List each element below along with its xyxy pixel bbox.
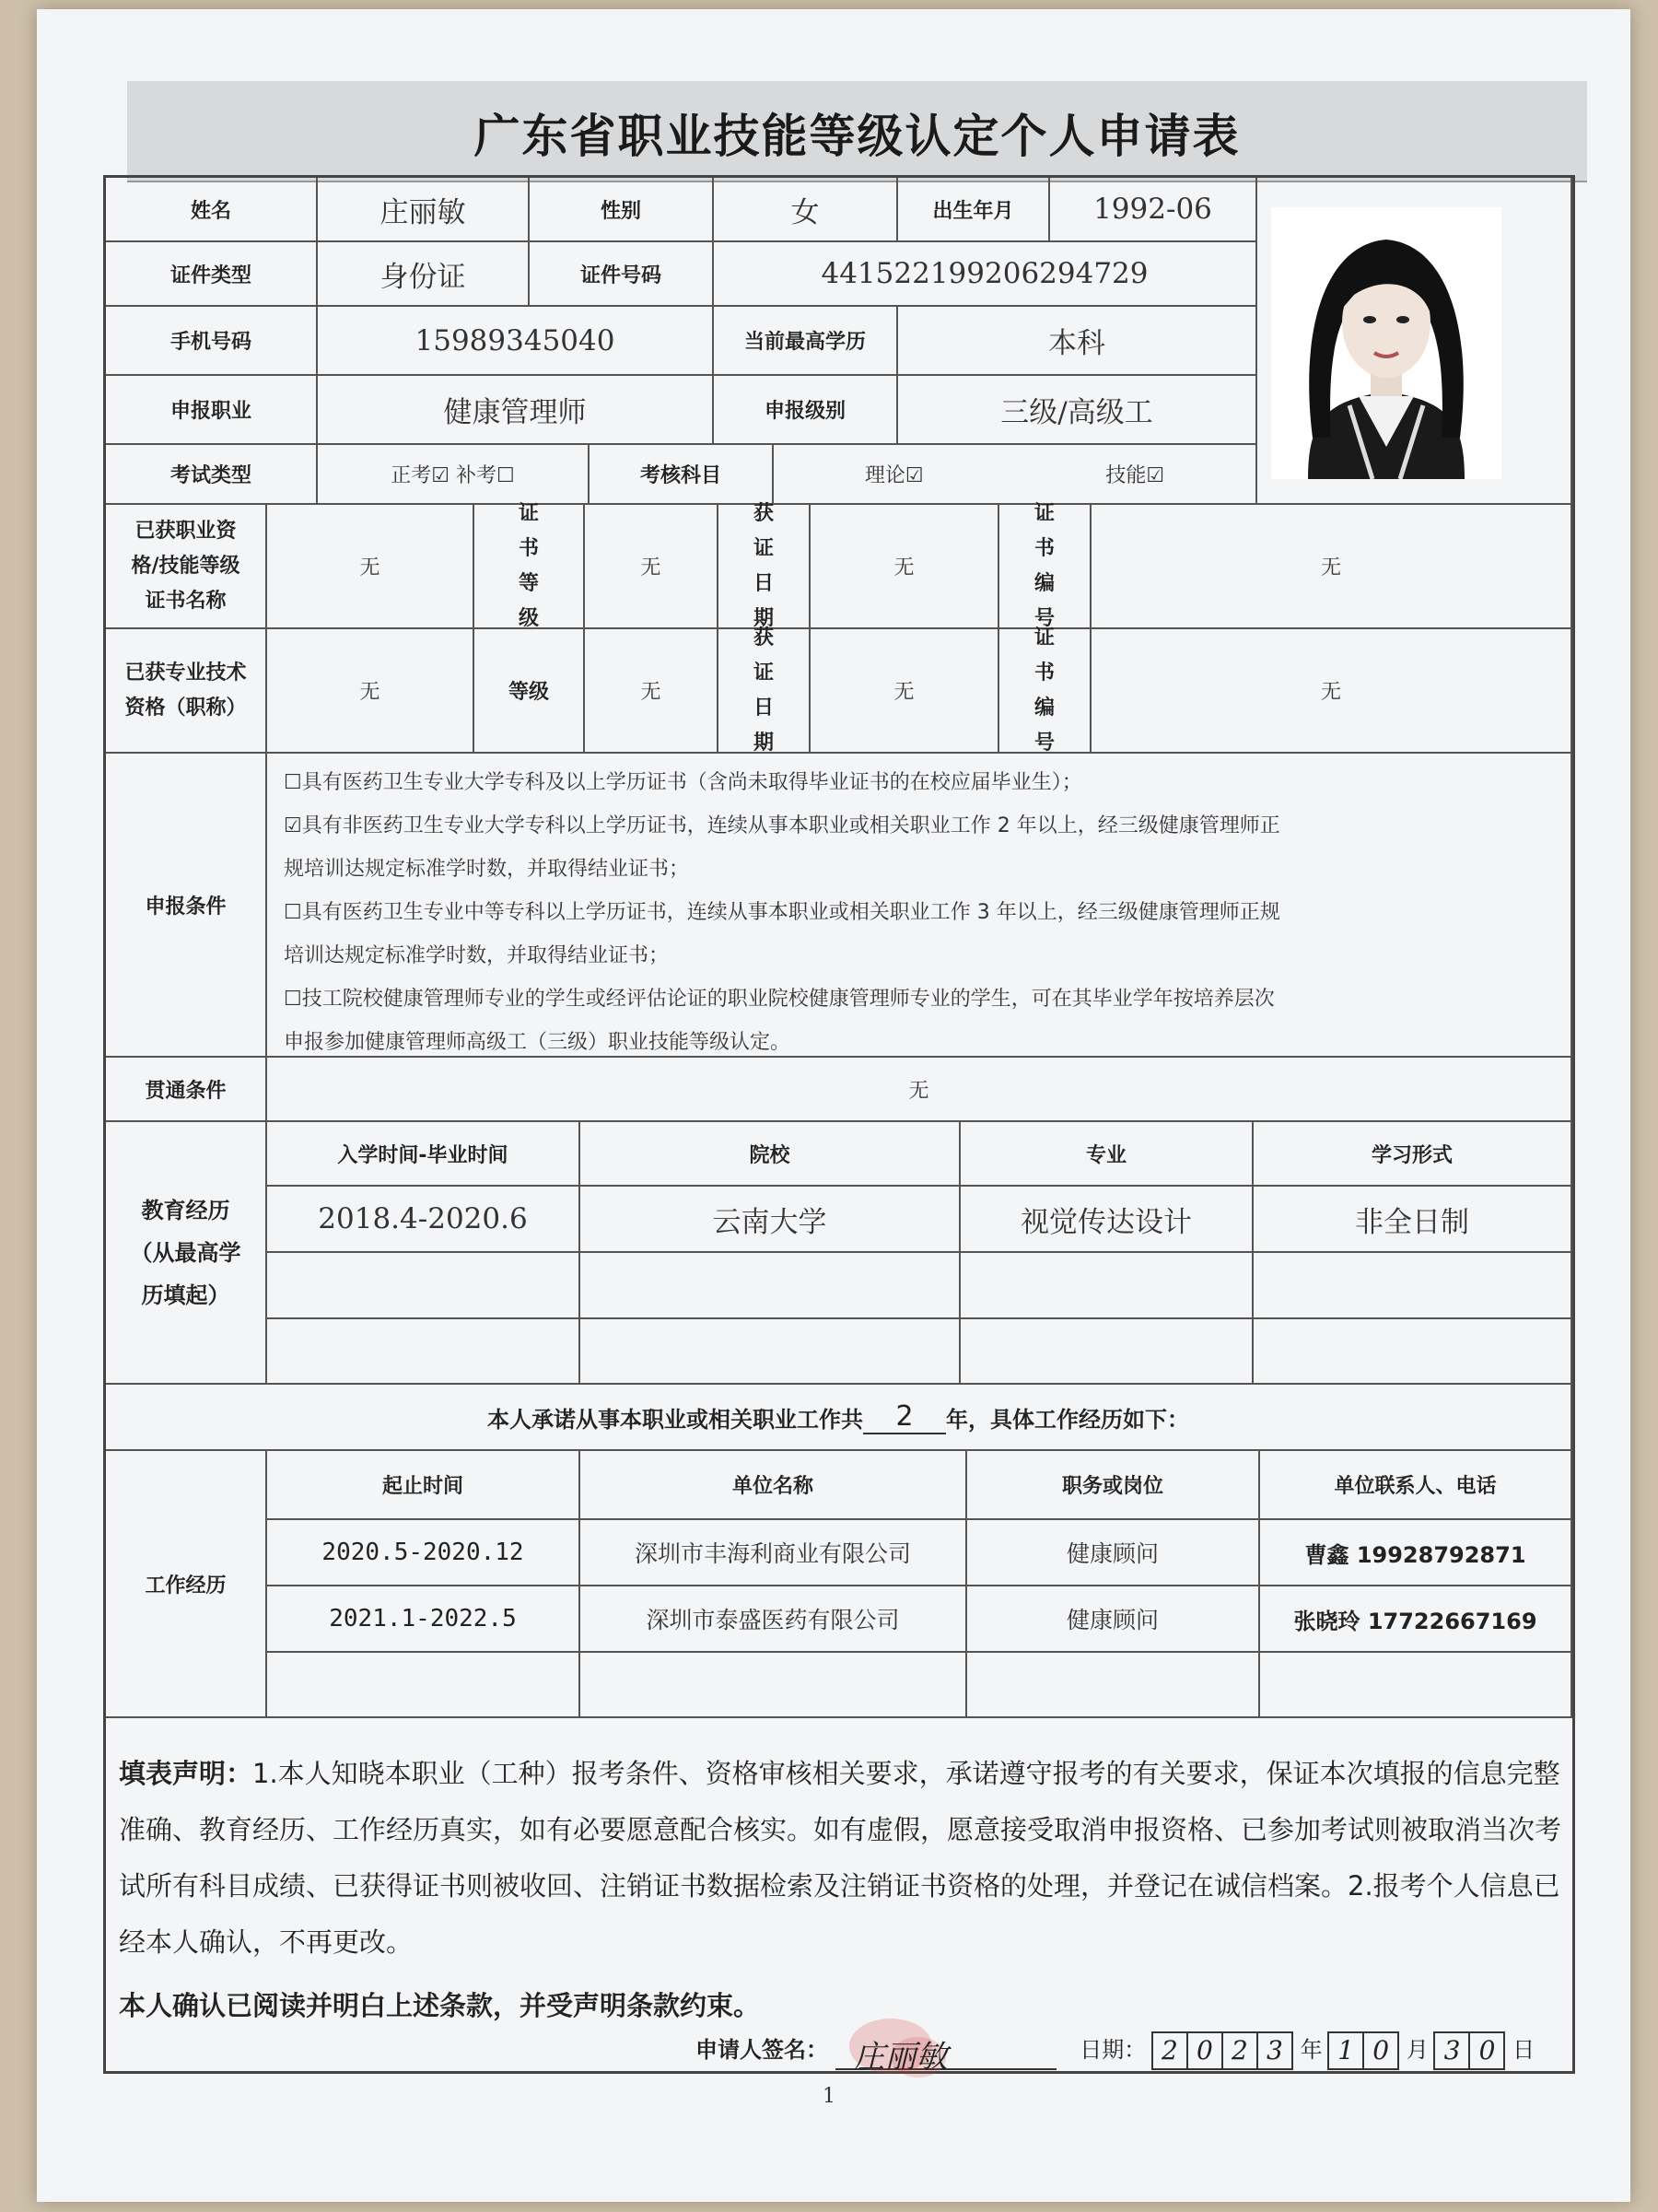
subject-theory[interactable]: 理论☑ [864, 464, 924, 487]
id-no-field[interactable]: 441522199206294729 [714, 242, 1257, 307]
work-header-contact: 单位联系人、电话 [1260, 1451, 1572, 1520]
cert1-no-label: 证书编号 [999, 505, 1092, 629]
form-title: 广东省职业技能等级认定个人申请表 [473, 110, 1241, 163]
edu-empty-cell[interactable] [1254, 1253, 1572, 1319]
statement-text: 1.本人知晓本职业（工种）报考条件、资格审核相关要求，承诺遵守报考的有关要求，保证本次填报的信息完整准确、教育经历、工作经历真实，如有必要愿意配合核实。如有虚假，愿意接受取消申报资格、已参加考试则被取消当次考试所有科目成绩、已获得证书则被收回、注销证书数据检索及注销证书资格的处理，并登记在诚信档案。2.报考个人信息已经本人确认，不再更改。 [119, 1758, 1562, 1958]
work-header-post: 职务或岗位 [967, 1451, 1260, 1520]
year-digit[interactable]: 2 [1221, 2031, 1258, 2070]
through-label: 贯通条件 [106, 1058, 267, 1122]
cert1-name[interactable]: 无 [267, 505, 474, 629]
edu-empty-cell[interactable] [580, 1319, 961, 1385]
year-unit: 年 [1300, 2037, 1323, 2063]
id-type-field[interactable]: 身份证 [318, 242, 530, 307]
occupation-label: 申报职业 [106, 376, 318, 445]
birth-field[interactable]: 1992-06 [1050, 178, 1257, 242]
applicant-photo [1271, 207, 1501, 479]
edu-row-major[interactable]: 视觉传达设计 [961, 1187, 1254, 1253]
work-row-period[interactable]: 2020.5-2020.12 [267, 1520, 580, 1586]
edu-header-period: 入学时间-毕业时间 [267, 1122, 580, 1187]
education-label: 教育经历（从最高学历填起） [106, 1122, 267, 1385]
work-empty-cell[interactable] [267, 1653, 580, 1718]
year-digit[interactable]: 0 [1186, 2031, 1223, 2070]
sign-label: 申请人签名： [695, 2037, 828, 2063]
level-field[interactable]: 三级/高级工 [898, 376, 1257, 445]
pledge-years[interactable]: 2 [863, 1400, 946, 1434]
cert2-grade-label: 等级 [474, 629, 585, 754]
edu-empty-cell[interactable] [580, 1253, 961, 1319]
statement-lead: 填表声明： [119, 1758, 253, 1789]
confirm-text: 本人确认已阅读并明白上述条款，并受声明条款约束。 [119, 1990, 761, 2021]
edu-label: 当前最高学历 [714, 307, 898, 376]
cert2-grade[interactable]: 无 [585, 629, 718, 754]
edu-header-form: 学习形式 [1254, 1122, 1572, 1187]
cert2-date[interactable]: 无 [811, 629, 999, 754]
work-empty-cell[interactable] [1260, 1653, 1572, 1718]
condition-3-cont: 培训达规定标准学时数，并取得结业证书； [284, 944, 670, 967]
edu-empty-cell[interactable] [1254, 1319, 1572, 1385]
edu-header-school: 院校 [580, 1122, 961, 1187]
work-row-contact[interactable]: 曹鑫 19928792871 [1260, 1520, 1572, 1586]
edu-empty-cell[interactable] [267, 1319, 580, 1385]
edu-empty-cell[interactable] [961, 1319, 1254, 1385]
day-digit[interactable]: 0 [1468, 2031, 1505, 2070]
work-row-company[interactable]: 深圳市泰盛医药有限公司 [580, 1586, 967, 1653]
work-row-post[interactable]: 健康顾问 [967, 1586, 1260, 1653]
level-label: 申报级别 [714, 376, 898, 445]
work-row-contact[interactable]: 张晓玲 17722667169 [1260, 1586, 1572, 1653]
month-digit[interactable]: 1 [1327, 2031, 1364, 2070]
name-label: 姓名 [106, 178, 318, 242]
subject-skill[interactable]: 技能☑ [1105, 464, 1165, 487]
statement [119, 1746, 1565, 1971]
conditions-label: 申报条件 [106, 754, 267, 1058]
phone-field[interactable]: 15989345040 [318, 307, 714, 376]
signature-handwriting: 庄丽敏 [853, 2039, 948, 2076]
cert2-no-label: 证书编号 [999, 629, 1092, 754]
work-empty-cell[interactable] [580, 1653, 967, 1718]
condition-3[interactable]: ☐具有医药卫生专业中等专科以上学历证书，连续从事本职业或相关职业工作 3 年以上，经三级健康管理师正规 [284, 901, 1280, 924]
id-type-label: 证件类型 [106, 242, 318, 307]
name-field[interactable]: 庄丽敏 [318, 178, 530, 242]
cert1-label: 已获职业资格/技能等级证书名称 [106, 505, 267, 629]
cert1-date[interactable]: 无 [811, 505, 999, 629]
work-empty-cell[interactable] [967, 1653, 1260, 1718]
cert1-grade-label: 证书等级 [474, 505, 585, 629]
year-digit[interactable]: 3 [1256, 2031, 1293, 2070]
edu-field[interactable]: 本科 [898, 307, 1257, 376]
year-digit[interactable]: 2 [1151, 2031, 1188, 2070]
condition-1[interactable]: ☐具有医药卫生专业大学专科及以上学历证书（含尚未取得毕业证书的在校应届毕业生）； [284, 771, 1082, 794]
cert2-date-label: 获证日期 [718, 629, 811, 754]
edu-empty-cell[interactable] [267, 1253, 580, 1319]
condition-4-cont: 申报参加健康管理师高级工（三级）职业技能等级认定。 [284, 1031, 791, 1054]
occupation-field[interactable]: 健康管理师 [318, 376, 714, 445]
cert1-no[interactable]: 无 [1092, 505, 1572, 629]
work-row-period[interactable]: 2021.1-2022.5 [267, 1586, 580, 1653]
edu-row-period[interactable]: 2018.4-2020.6 [267, 1187, 580, 1253]
day-digit[interactable]: 3 [1433, 2031, 1470, 2070]
gender-label: 性别 [530, 178, 714, 242]
date-label: 日期： [1080, 2037, 1147, 2063]
condition-2[interactable]: ☑具有非医药卫生专业大学专科以上学历证书，连续从事本职业或相关职业工作 2 年以上，经三级健康管理师正 [284, 814, 1280, 837]
cert1-date-label: 获证日期 [718, 505, 811, 629]
through-value[interactable]: 无 [267, 1058, 1572, 1122]
month-unit: 月 [1406, 2037, 1429, 2063]
exam-type-field[interactable]: 正考☑ 补考☐ [318, 445, 590, 505]
exam-type-label: 考试类型 [106, 445, 318, 505]
work-header-company: 单位名称 [580, 1451, 967, 1520]
pledge-after: 年，具体工作经历如下： [946, 1406, 1189, 1433]
gender-field[interactable]: 女 [714, 178, 898, 242]
edu-row-form[interactable]: 非全日制 [1254, 1187, 1572, 1253]
subject-label: 考核科目 [590, 445, 774, 505]
condition-4[interactable]: ☐技工院校健康管理师专业的学生或经评估论证的职业院校健康管理师专业的学生，可在其毕业学年按培养层次 [284, 988, 1275, 1011]
work-label: 工作经历 [106, 1451, 267, 1718]
edu-empty-cell[interactable] [961, 1253, 1254, 1319]
signature-row [695, 2028, 1570, 2074]
cert2-label: 已获专业技术资格（职称） [106, 629, 267, 754]
day-unit: 日 [1512, 2037, 1535, 2063]
cert1-grade[interactable]: 无 [585, 505, 718, 629]
edu-row-school[interactable]: 云南大学 [580, 1187, 961, 1253]
subject-field[interactable] [774, 445, 1257, 505]
work-row-company[interactable]: 深圳市丰海利商业有限公司 [580, 1520, 967, 1586]
cert2-name[interactable]: 无 [267, 629, 474, 754]
signature-field[interactable] [835, 2028, 1057, 2076]
pledge-row [106, 1385, 1572, 1451]
phone-label: 手机号码 [106, 307, 318, 376]
cert2-no[interactable]: 无 [1092, 629, 1572, 754]
conditions-list [267, 754, 1572, 1058]
condition-2-cont: 规培训达规定标准学时数，并取得结业证书； [284, 858, 690, 881]
work-header-period: 起止时间 [267, 1451, 580, 1520]
title-bar [127, 81, 1587, 182]
id-no-label: 证件号码 [530, 242, 714, 307]
pledge-before: 本人承诺从事本职业或相关职业工作共 [487, 1406, 863, 1433]
page-number: 1 [823, 2085, 835, 2108]
work-row-post[interactable]: 健康顾问 [967, 1520, 1260, 1586]
birth-label: 出生年月 [898, 178, 1050, 242]
month-digit[interactable]: 0 [1362, 2031, 1399, 2070]
edu-header-major: 专业 [961, 1122, 1254, 1187]
